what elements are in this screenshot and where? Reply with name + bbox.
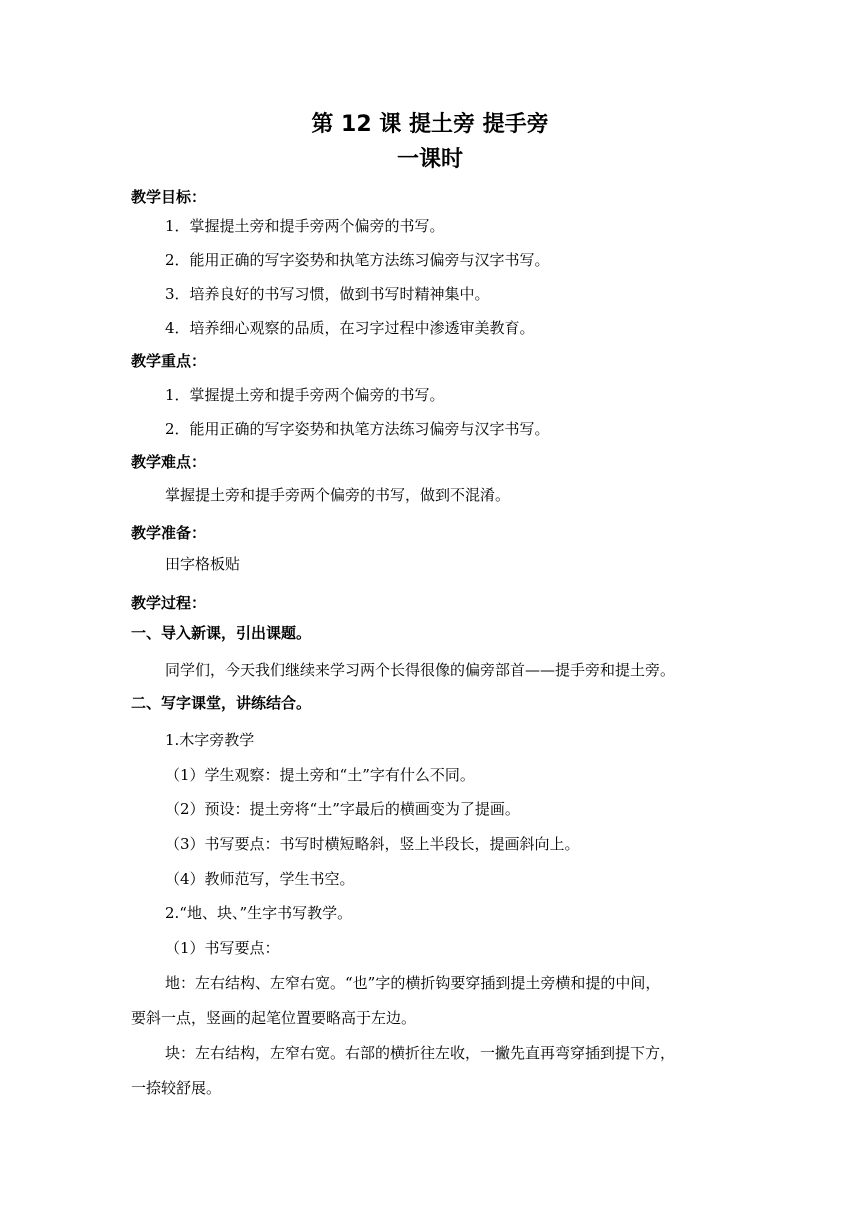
key-point-item: 2．能用正确的写字姿势和执笔方法练习偏旁与汉字书写。 [165, 420, 550, 438]
di-paragraph-line: 地：左右结构、左窄右宽。“也”字的横折钩要穿插到提土旁横和提的中间， [165, 974, 661, 992]
step2-line: 1.木字旁教学 [165, 731, 255, 749]
step1-heading: 一、导入新课，引出课题。 [131, 624, 312, 642]
kuai-paragraph-line: 块：左右结构，左窄右宽。右部的横折往左收，一撇先直再弯穿插到提下方， [165, 1044, 676, 1062]
step2-line: 2.“地、块、”生字书写教学。 [165, 904, 353, 922]
step1-text: 同学们，今天我们继续来学习两个长得很像的偏旁部首——提手旁和提土旁。 [165, 661, 676, 679]
step2-line: （3）书写要点：书写时横短略斜，竖上半段长，提画斜向上。 [165, 835, 580, 853]
kuai-paragraph-line: 一捺较舒展。 [131, 1079, 222, 1097]
difficulty-heading: 教学难点： [131, 453, 207, 471]
difficulty-text: 掌握提土旁和提手旁两个偏旁的书写，做到不混淆。 [165, 486, 511, 504]
step2-line: （2）预设：提土旁将“土”字最后的横画变为了提画。 [165, 800, 520, 818]
key-point-item: 1．掌握提土旁和提手旁两个偏旁的书写。 [165, 386, 445, 404]
step2-line: （1）书写要点： [165, 939, 280, 957]
goal-item: 1．掌握提土旁和提手旁两个偏旁的书写。 [165, 217, 445, 235]
key-points-heading: 教学重点： [131, 352, 207, 370]
di-paragraph-line: 要斜一点，竖画的起笔位置要略高于左边。 [131, 1009, 417, 1027]
step2-line: （4）教师范写，学生书空。 [165, 870, 355, 888]
step2-heading: 二、写字课堂，讲练结合。 [131, 694, 312, 712]
goal-item: 2．能用正确的写字姿势和执笔方法练习偏旁与汉字书写。 [165, 251, 550, 269]
lesson-subtitle: 一课时 [396, 147, 463, 172]
goals-heading: 教学目标： [131, 188, 207, 206]
goal-item: 4．培养细心观察的品质，在习字过程中渗透审美教育。 [165, 319, 535, 337]
goal-item: 3．培养良好的书写习惯，做到书写时精神集中。 [165, 285, 490, 303]
step2-line: （1）学生观察：提土旁和“土”字有什么不同。 [165, 766, 475, 784]
preparation-text: 田字格板贴 [165, 555, 241, 573]
lesson-title: 第 12 课 提土旁 提手旁 [311, 112, 549, 137]
preparation-heading: 教学准备： [131, 524, 207, 542]
process-heading: 教学过程： [131, 594, 207, 612]
